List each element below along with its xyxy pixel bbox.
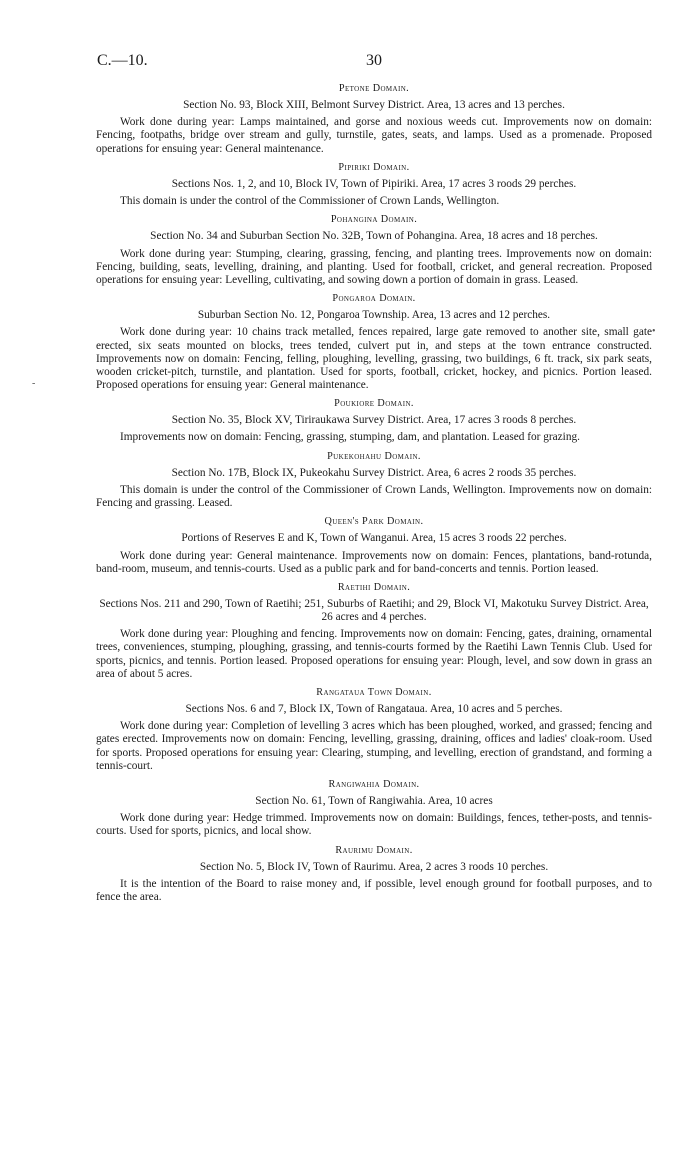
domain-description: Work done during year: General maintenance. Improvements now on domain: Fences, plantations, band-rotunda, band-room, museum, and tennis-courts. Used as a public park and for band-concerts and tennis. Portion leased. [96, 549, 652, 575]
domain-title: Raetihi Domain. [337, 581, 411, 593]
domain-title: Poukiore Domain. [334, 398, 414, 410]
domain-title: Pongaroa Domain. [332, 293, 416, 305]
domain-description: Work done during year: Completion of levelling 3 acres which has been ploughed, worked, and grassed; fencing and gates erected. Improvements now on domain: Fencing, levelling, grassing, draining, offices and ladies' cloak-room. Used for sports. Proposed operations for ensuing year: Clearing, stumping, and levelling, erection of grandstand, and forming a tennis-court. [96, 720, 652, 772]
domain-location: Sections Nos. 211 and 290, Town of Raetihi; 251, Suburbs of Raetihi; and 29, Block VI, Makotuku Survey District. Area, 26 acres and 4 perches. [99, 598, 649, 624]
domain-title: Rangiwahia Domain. [328, 778, 420, 790]
domain-section [96, 82, 652, 156]
domain-section [96, 292, 652, 392]
domain-location: Portions of Reserves E and K, Town of Wanganui. Area, 15 acres 3 roods 22 perches. [181, 532, 567, 545]
domain-section [96, 450, 652, 511]
domain-title: Pipiriki Domain. [338, 161, 410, 173]
domain-description: It is the intention of the Board to raise money and, if possible, level enough ground for football purposes, and to fence the area. [96, 877, 652, 903]
domain-section [96, 686, 652, 773]
document-reference: C.—10. [97, 52, 148, 69]
domain-title: Pukekohahu Domain. [327, 450, 421, 462]
domain-location: Section No. 17B, Block IX, Pukeokahu Survey District. Area, 6 acres 2 roods 35 perches. [171, 466, 577, 479]
domain-section [96, 213, 652, 287]
domain-title: Pohangina Domain. [330, 214, 418, 226]
domain-section [96, 778, 652, 839]
domain-description: Improvements now on domain: Fencing, grassing, stumping, dam, and plantation. Leased for grazing. [120, 431, 580, 444]
margin-mark: • [652, 326, 656, 337]
domain-description: Work done during year: Ploughing and fencing. Improvements now on domain: Fencing, gates, draining, ornamental trees, conveniences, stumping, ploughing, grassing, and tennis-courts formed by the Raetihi Lawn Tennis Club. Used for sports, picnics, and tennis. Portion leased. Proposed operations for ensuing year: Plough, level, and sow down in grass an area of about 5 acres. [96, 628, 652, 680]
domain-description: Work done during year: Lamps maintained, and gorse and noxious weeds cut. Improvements now on domain: Fencing, footpaths, bridge over stream and gully, turnstile, gates, seats, and lamps. Used as a promenade. Proposed operations for ensuing year: General maintenance. [96, 116, 652, 155]
domain-location: Section No. 61, Town of Rangiwahia. Area, 10 acres [255, 795, 493, 808]
domain-section [96, 844, 652, 905]
domain-description: This domain is under the control of the Commissioner of Crown Lands, Wellington. Improvements now on domain: Fencing and grassing. Leased. [96, 483, 652, 510]
domain-section [96, 397, 652, 444]
domain-list [96, 82, 652, 909]
domain-section [96, 515, 652, 576]
domain-location: Section No. 5, Block IV, Town of Raurimu. Area, 2 acres 3 roods 10 perches. [199, 860, 549, 873]
domain-description: This domain is under the control of the Commissioner of Crown Lands, Wellington. [120, 195, 500, 208]
domain-location: Sections Nos. 1, 2, and 10, Block IV, Town of Pipiriki. Area, 17 acres 3 roods 29 perches. [171, 177, 577, 190]
domain-title: Raurimu Domain. [335, 844, 413, 856]
domain-location: Suburban Section No. 12, Pongaroa Township. Area, 13 acres and 12 perches. [197, 309, 551, 322]
domain-description: Work done during year: 10 chains track metalled, fences repaired, large gate removed to another site, small gate erected, six seats mounted on blocks, trees tended, culvert put in, and steps at the town entrance constructed. Improvements now on domain: Fencing, felling, ploughing, levelling, grassing, two buildings, 6 ft. track, six park seats, wooden cricket-pitch, turnstile, and plantation. Used for sports, football, cricket, hockey, and picnics. Portion leased. Proposed operations for ensuing year: General maintenance. [96, 326, 652, 391]
page-number: 30 [366, 52, 382, 69]
domain-description: Work done during year: Stumping, clearing, grassing, fencing, and planting trees. Improvements now on domain: Fencing, building, seats, levelling, draining, and planting. Used for football, cricket, and general recreation. Proposed operations for ensuing year: Levelling, cultivating, and sowing down a portion of domain in grass. Leased. [96, 247, 652, 286]
domain-title: Queen's Park Domain. [324, 516, 424, 528]
domain-title: Rangataua Town Domain. [316, 686, 432, 698]
domain-location: Sections Nos. 6 and 7, Block IX, Town of Rangataua. Area, 10 acres and 5 perches. [185, 703, 563, 716]
margin-mark: - [32, 378, 36, 389]
domain-location: Section No. 35, Block XV, Tiriraukawa Survey District. Area, 17 acres 3 roods 8 perches. [171, 414, 577, 427]
domain-location: Section No. 93, Block XIII, Belmont Survey District. Area, 13 acres and 13 perches. [183, 99, 565, 112]
domain-section [96, 581, 652, 681]
domain-description: Work done during year: Hedge trimmed. Improvements now on domain: Buildings, fences, tether-posts, and tennis-courts. Used for sports, picnics, and local show. [96, 812, 652, 838]
domain-location: Section No. 34 and Suburban Section No. 32B, Town of Pohangina. Area, 18 acres and 18 perches. [150, 230, 598, 243]
domain-title: Petone Domain. [338, 83, 410, 94]
domain-section [96, 161, 652, 208]
